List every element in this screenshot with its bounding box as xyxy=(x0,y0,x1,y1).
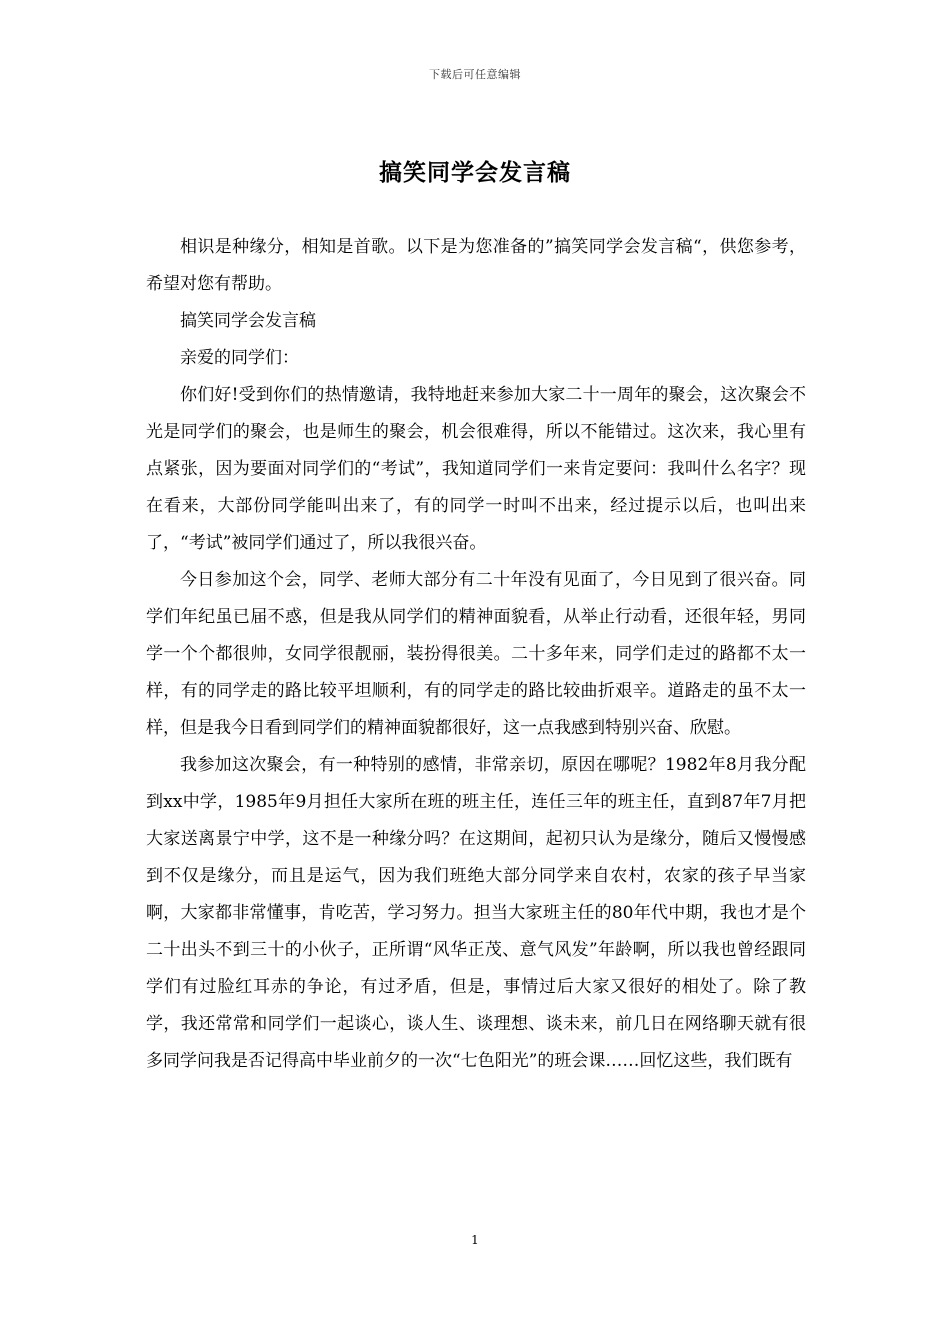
header-note: 下载后可任意编辑 xyxy=(429,68,521,81)
paragraph-greeting: 你们好!受到你们的热情邀请，我特地赶来参加大家二十一周年的聚会，这次聚会不光是同学们的聚会，也是师生的聚会，机会很难得，所以不能错过。这次来，我心里有点紧张，因为要面对同学们的“考试”，我知道同学们一来肯定要问：我叫什么名字？现在看来，大部份同学能叫出来了，有的同学一时叫不出来，经过提示以后，也叫出来了，“考试”被同学们通过了，所以我很兴奋。 xyxy=(146,385,806,553)
paragraph-intro: 相识是种缘分，相知是首歌。以下是为您准备的”搞笑同学会发言稿“，供您参考，希望对您有帮助。 xyxy=(146,237,806,294)
paragraph-reunion: 今日参加这个会，同学、老师大部分有二十年没有见面了，今日见到了很兴奋。同学们年纪虽已届不惑，但是我从同学们的精神面貌看，从举止行动看，还很年轻，男同学一个个都很帅，女同学很靓丽，装扮得很美。二十多年来，同学们走过的路都不太一样，有的同学走的路比较平坦顺利，有的同学走的路比较曲折艰辛。道路走的虽不太一样，但是我今日看到同学们的精神面貌都很好，这一点我感到特别兴奋、欣慰。 xyxy=(146,570,806,738)
document-body xyxy=(146,229,806,1080)
paragraph-subtitle: 搞笑同学会发言稿 xyxy=(180,311,316,331)
paragraph-memories: 我参加这次聚会，有一种特别的感情，非常亲切，原因在哪呢？1982年8月我分配到xx中学，1985年9月担任大家所在班的班主任，连任三年的班主任，直到87年7月把大家送离景宁中学，这不是一种缘分吗？在这期间，起初只认为是缘分，随后又慢慢感到不仅是缘分，而且是运气，因为我们班绝大部分同学来自农村，农家的孩子早当家啊，大家都非常懂事，肯吃苦，学习努力。担当大家班主任的80年代中期，我也才是个二十出头不到三十的小伙子，正所谓“风华正茂、意气风发”年龄啊，所以我也曾经跟同学们有过脸红耳赤的争论，有过矛盾，但是，事情过后大家又很好的相处了。除了教学，我还常常和同学们一起谈心，谈人生、谈理想、谈未来，前几日在网络聊天就有很多同学问我是否记得高中毕业前夕的一次“七色阳光”的班会课……回忆这些，我们既有 xyxy=(146,755,806,1071)
document-title: 搞笑同学会发言稿 xyxy=(379,159,571,186)
paragraph-salutation: 亲爱的同学们： xyxy=(180,348,299,368)
page-number: 1 xyxy=(471,1233,479,1247)
